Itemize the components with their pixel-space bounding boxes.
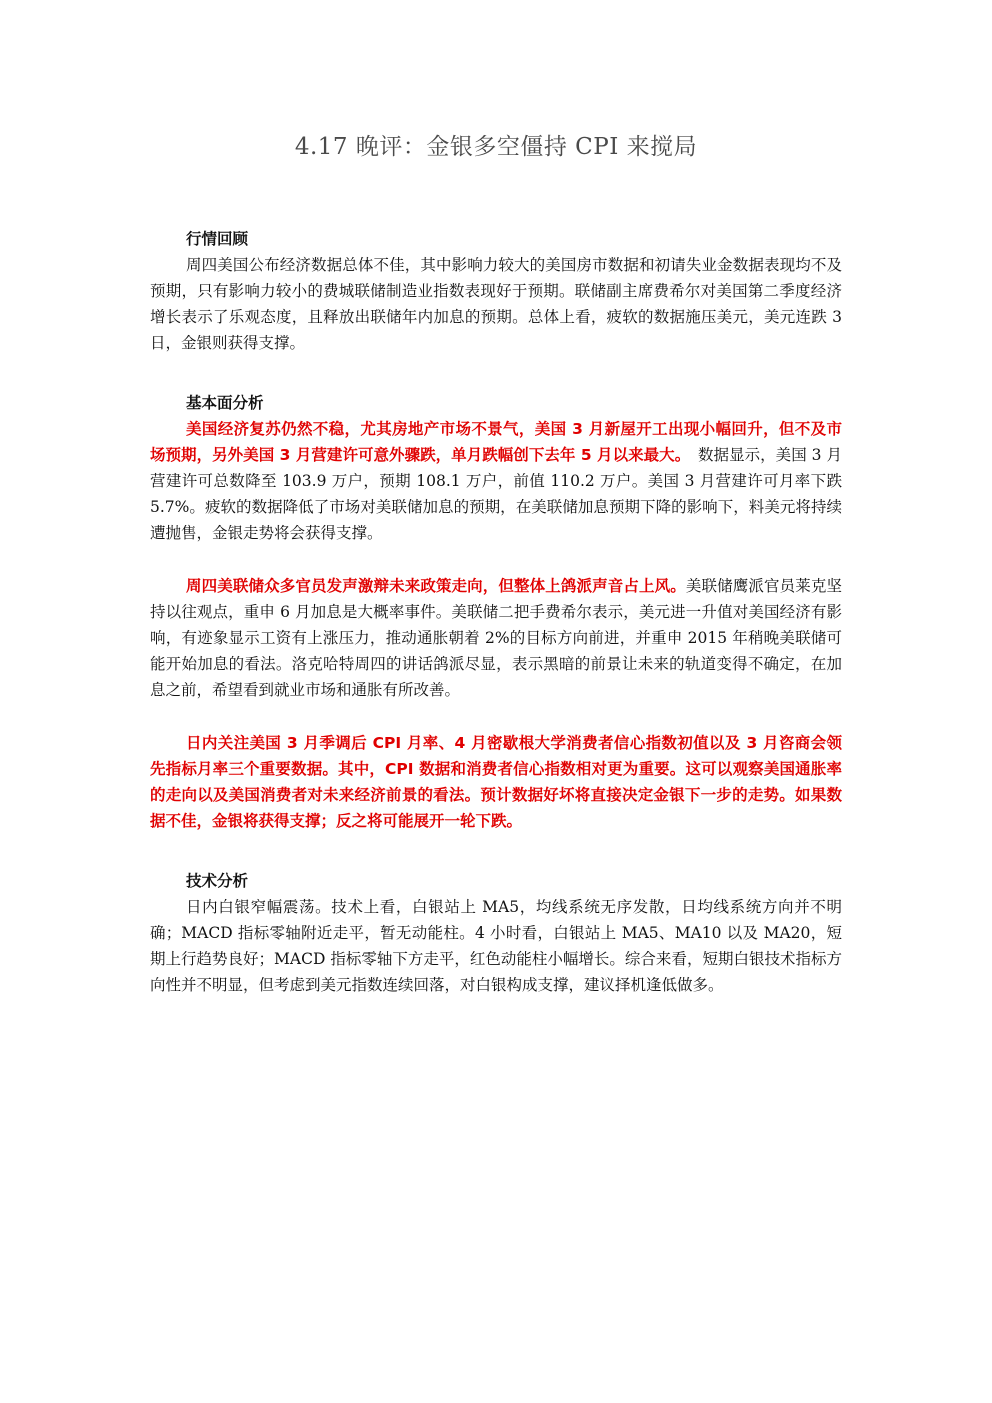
highlight-text: 周四美联储众多官员发声激辩未来政策走向，但整体上鸽派声音占上风。 bbox=[186, 577, 686, 595]
paragraph bbox=[150, 730, 842, 834]
paragraph-text: 日内白银窄幅震荡。技术上看，白银站上 MA5，均线系统无序发散，日均线系统方向并不明确；MACD 指标零轴附近走平，暂无动能柱。4 小时看，白银站上 MA5、MA10 以及 MA20，短期上行趋势良好；MACD 指标零轴下方走平，红色动能柱小幅增长。综合来看，短期白银技术指标方向性并不明显，但考虑到美元指数连续回落，对白银构成支撑，建议择机逢低做多。 bbox=[150, 898, 842, 994]
paragraph bbox=[150, 894, 842, 998]
paragraph bbox=[150, 416, 842, 546]
section-heading: 技术分析 bbox=[186, 872, 249, 890]
section-market-review bbox=[150, 226, 842, 356]
section-fundamental-analysis bbox=[150, 390, 842, 834]
section-heading: 行情回顾 bbox=[186, 230, 249, 248]
highlight-text: 美国经济复苏仍然不稳，尤其房地产市场不景气，美国 3 月新屋开工出现小幅回升，但不及市场预期，另外美国 3 月营建许可意外骤跌，单月跌幅创下去年 5 月以来最大。 bbox=[150, 420, 842, 464]
document-body bbox=[150, 226, 842, 998]
paragraph bbox=[150, 252, 842, 356]
highlight-text: 日内关注美国 3 月季调后 CPI 月率、4 月密歇根大学消费者信心指数初值以及 3 月咨商会领先指标月率三个重要数据。其中，CPI 数据和消费者信心指数相对更为重要。这可以观察美国通胀率的走向以及美国消费者对未来经济前景的看法。预计数据好坏将直接决定金银下一步的走势。如果数据不佳，金银将获得支撑；反之将可能展开一轮下跌。 bbox=[150, 734, 842, 830]
paragraph-text: 数据显示，美国 3 月营建许可总数降至 103.9 万户，预期 108.1 万户，前值 110.2 万户。美国 3 月营建许可月率下跌 5.7%。疲软的数据降低了市场对美联储加息的预期，在美联储加息预期下降的影响下，料美元将持续遭抛售，金银走势将会获得支撑。 bbox=[150, 446, 842, 542]
paragraph-text: 周四美国公布经济数据总体不佳，其中影响力较大的美国房市数据和初请失业金数据表现均不及预期，只有影响力较小的费城联储制造业指数表现好于预期。联储副主席费希尔对美国第二季度经济增长表示了乐观态度，且释放出联储年内加息的预期。总体上看，疲软的数据施压美元，美元连跌 3 日，金银则获得支撑。 bbox=[150, 256, 842, 352]
section-heading: 基本面分析 bbox=[186, 394, 264, 412]
document-title: 4.17 晚评：金银多空僵持 CPI 来搅局 bbox=[294, 134, 698, 160]
paragraph-text: 美联储鹰派官员莱克坚持以往观点，重申 6 月加息是大概率事件。美联储二把手费希尔表示，美元进一升值对美国经济有影响，有迹象显示工资有上涨压力，推动通胀朝着 2%的目标方向前进，并重申 2015 年稍晚美联储可能开始加息的看法。洛克哈特周四的讲话鸽派尽显，表示黑暗的前景让未来的轨道变得不确定，在加息之前，希望看到就业市场和通胀有所改善。 bbox=[150, 577, 842, 699]
paragraph bbox=[150, 573, 842, 703]
section-technical-analysis bbox=[150, 868, 842, 998]
